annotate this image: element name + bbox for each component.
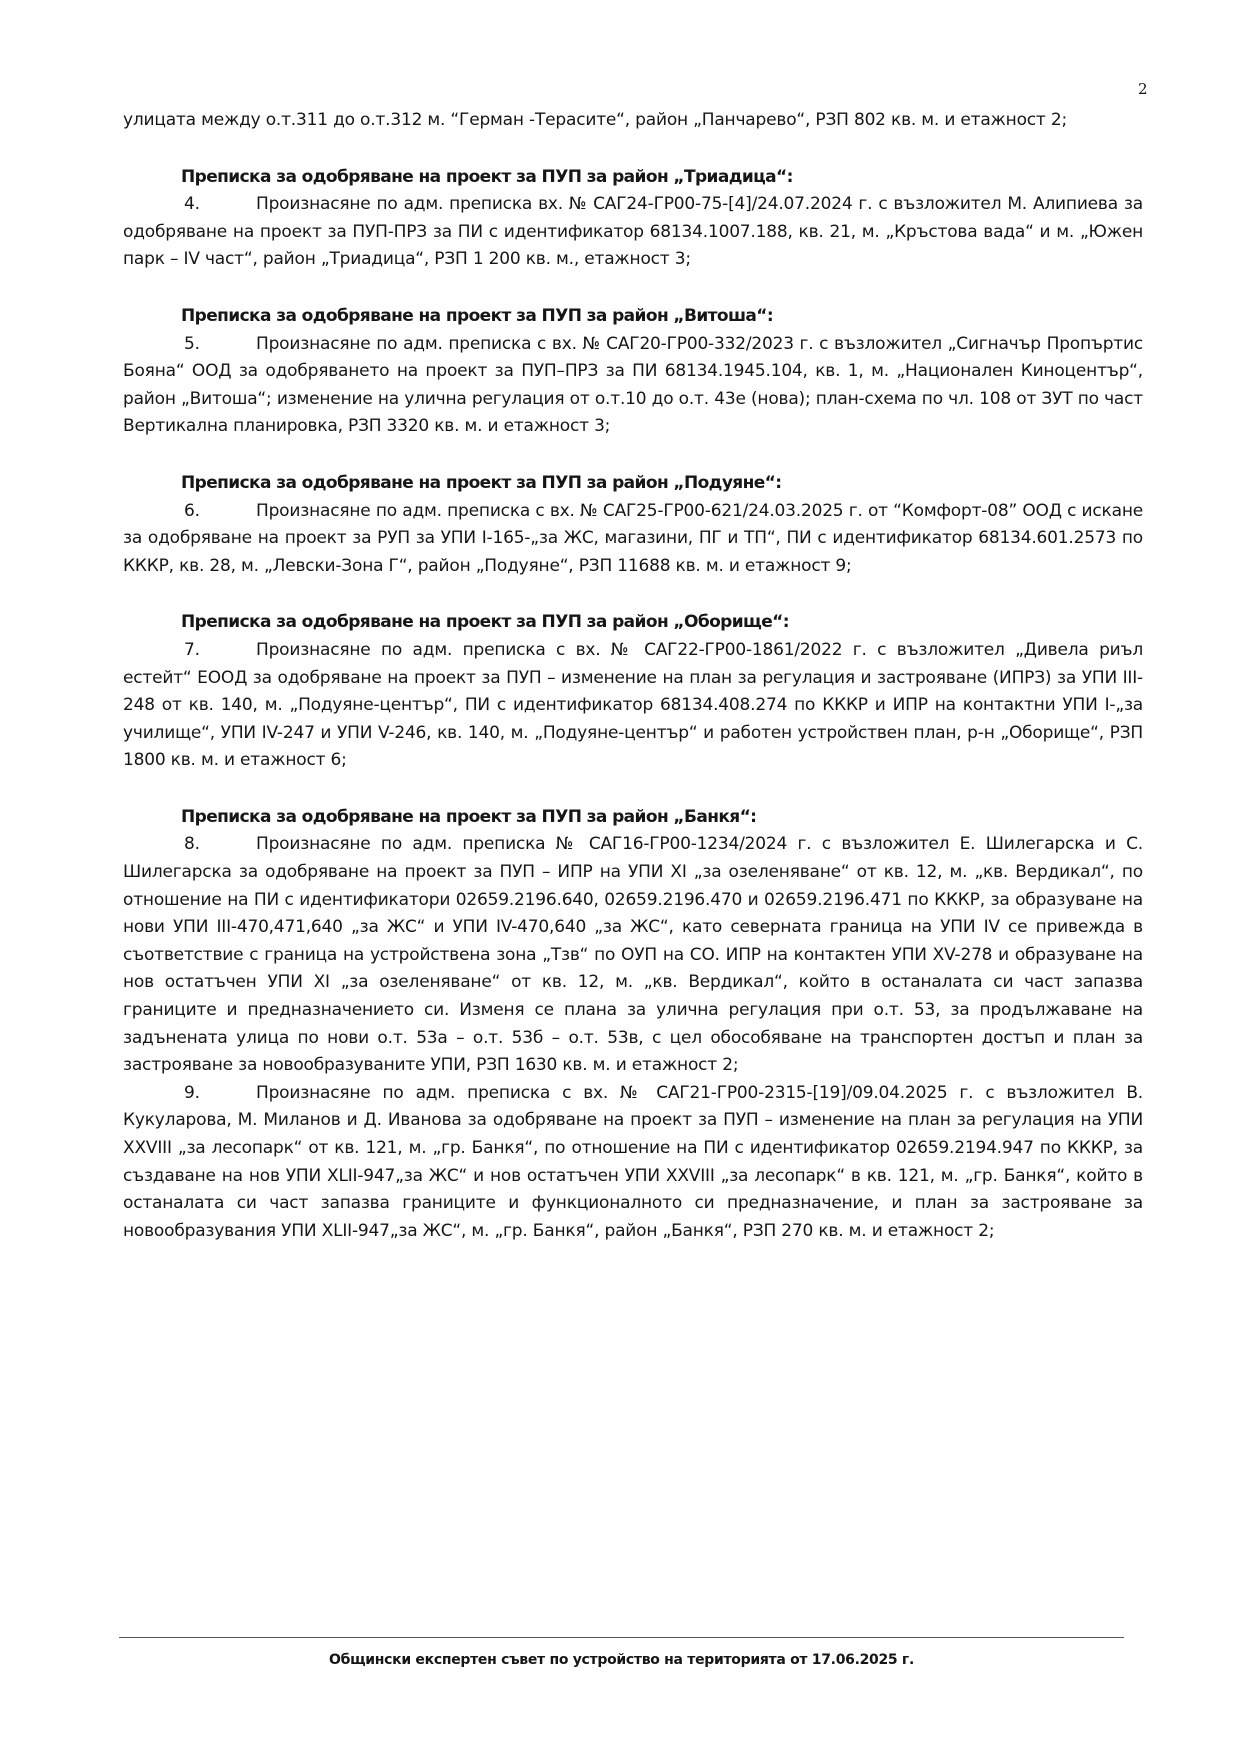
item-text: Произнасяне по адм. преписка с вх. № САГ20-ГР00-332/2023 г. с възложител „Сигначър Пропъртис Бояна“ ООД за одобряването на проект за ПУП–ПРЗ за ПИ 68134.1945.104, кв. 1, м. „Национален Киноцентър“, район „Витоша“; изменение на улична регулация от о.т.10 до о.т. 43е (нова); план-схема по чл. 108 от ЗУТ по част Вертикална планировка, РЗП 3320 кв. м. и етажност 3; [123,333,1143,437]
item-text: Произнасяне по адм. преписка с вх. № САГ21-ГР00-2315-[19]/09.04.2025 г. с възложител В. Кукуларова, М. Миланов и Д. Иванова за одобряване на проект за ПУП – изменение на план за регулация на УПИ XXVIII „за лесопарк“ от кв. 121, м. „гр. Банкя“, по отношение на ПИ с идентификатор 02659.2194.947 по КККР, за създаване на нов УПИ XLII-947„за ЖС“ и нов остатъчен УПИ XXVIII „за лесопарк“ в кв. 121, м. „гр. Банкя“, който в останалата си част запазва границите и функционалното си предназначение, и план за застрояване за новообразувания УПИ XLII-947„за ЖС“, м. „гр. Банкя“, район „Банкя“, РЗП 270 кв. м. и етажност 2; [123,1082,1143,1241]
continued-paragraph: улицата между о.т.311 до о.т.312 м. “Герман -Терасите“, район „Панчарево“, РЗП 802 кв. м. и етажност 2; [123,110,1067,130]
item-number: 7. [184,639,200,660]
section-vitosha [123,303,1143,441]
section-poduyane [123,470,1143,580]
section-heading: Преписка за одобряване на проект за ПУП за район „Подуяне“: [181,472,782,493]
section-oborishte [123,609,1143,775]
page-number: 2 [1138,80,1148,98]
item-text: Произнасяне по адм. преписка вх. № САГ24-ГР00-75-[4]/24.07.2024 г. с възложител М. Алипиева за одобряване на проект за ПУП-ПРЗ за ПИ с идентификатор 68134.1007.188, кв. 21, м. „Кръстова вада“ и м. „Южен парк – IV част“, район „Триадица“, РЗП 1 200 кв. м., етажност 3; [123,194,1143,270]
section-heading: Преписка за одобряване на проект за ПУП за район „Банкя“: [181,806,757,827]
section-triaditsa [123,164,1143,274]
item-text: Произнасяне по адм. преписка № САГ16-ГР00-1234/2024 г. с възложител Е. Шилегарска и С. Шилегарска за одобряване на проект за ПУП – ИПР на УПИ XI „за озеленяване“ от кв. 12, м. „кв. Вердикал“, по отношение на ПИ с идентификатори 02659.2196.640, 02659.2196.470 и 02659.2196.471 по КККР, за образуване на нови УПИ III-470,471,640 „за ЖС“ и УПИ IV-470,640 „за ЖС“, като северната граница на УПИ IV се привежда в съответствие с граница на устройствена зона „Тзв“ по ОУП на СО. ИПР на контактен УПИ XV-278 и образуване на нов остатъчен УПИ XI „за озеленяване“ от кв. 12, м. „кв. Вердикал“, който в останалата си част запазва границите и предназначението си. Изменя се плана за улична регулация при о.т. 53, за продължаване на задънената улица по нови о.т. 53а – о.т. 53б – о.т. 53в, с цел обособяване на транспортен достъп и план за застрояване за новообразуваните УПИ, РЗП 1630 кв. м. и етажност 2; [123,834,1143,1076]
agenda-item [123,831,1143,1079]
section-heading: Преписка за одобряване на проект за ПУП за район „Оборище“: [181,612,789,633]
item-text: Произнасяне по адм. преписка с вх. № САГ22-ГР00-1861/2022 г. с възложител „Дивела риъл естейт“ ЕООД за одобряване на проект за ПУП – изменение на план за регулация и застрояване (ИПРЗ) за УПИ III-248 от кв. 140, м. „Подуяне-център“, ПИ с идентификатор 68134.408.274 по КККР и ИПР на контактни УПИ I-„за училище“, УПИ IV-247 и УПИ V-246, кв. 140, м. „Подуяне-център“ и работен устройствен план, р-н „Оборище“, РЗП 1800 кв. м. и етажност 6; [123,639,1143,771]
section-heading: Преписка за одобряване на проект за ПУП за район „Триадица“: [181,166,793,187]
agenda-item [123,331,1143,441]
footer-divider [119,1637,1124,1638]
item-number: 6. [184,500,200,521]
agenda-item [123,1080,1143,1246]
agenda-item [123,637,1143,775]
item-number: 9. [184,1082,200,1103]
item-number: 8. [184,834,200,855]
section-bankya [123,804,1143,1246]
section-heading: Преписка за одобряване на проект за ПУП за район „Витоша“: [181,305,774,326]
page-footer: Общински експертен съвет по устройство на територията от 17.06.2025 г. [329,1652,914,1668]
item-number: 5. [184,333,200,354]
item-text: Произнасяне по адм. преписка с вх. № САГ25-ГР00-621/24.03.2025 г. от “Комфорт-08” ООД с искане за одобряване на проект за РУП за УПИ I-165-„за ЖС, магазини, ПГ и ТП“, ПИ с идентификатор 68134.601.2573 по КККР, кв. 28, м. „Левски-Зона Г“, район „Подуяне“, РЗП 11688 кв. м. и етажност 9; [123,500,1143,576]
agenda-item [123,498,1143,581]
agenda-item [123,191,1143,274]
item-number: 4. [184,194,200,215]
document-body [123,107,1143,1245]
